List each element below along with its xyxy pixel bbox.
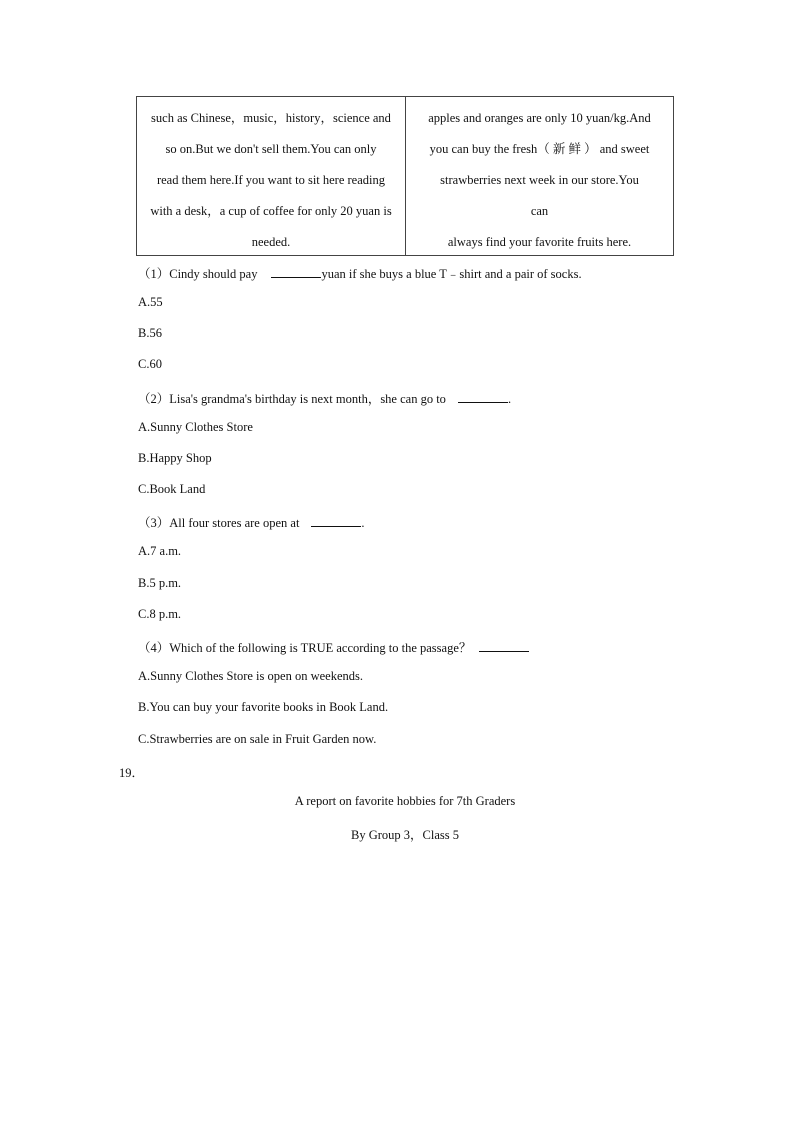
- question-number-19: 19．: [119, 766, 145, 780]
- table-line: needed.: [251, 235, 291, 249]
- option-2a[interactable]: A.Sunny Clothes Store: [138, 420, 253, 434]
- table-line: read them here.If you want to sit here reading: [156, 173, 386, 187]
- option-4c[interactable]: C.Strawberries are on sale in Fruit Garden now.: [138, 732, 377, 746]
- question-stem-after: .: [361, 516, 365, 530]
- table-line: such as Chinese，music，history，science and: [151, 111, 391, 125]
- option-1a[interactable]: A.55: [138, 295, 163, 309]
- question-1: [138, 264, 582, 282]
- table-cell-bookstore: [137, 97, 406, 255]
- store-info-table: [136, 96, 674, 256]
- question-2: [138, 389, 511, 407]
- table-line: you can buy the fresh（ 新 鲜 ） and sweet: [429, 142, 650, 156]
- option-2c[interactable]: C.Book Land: [138, 482, 206, 496]
- answer-blank[interactable]: [311, 516, 361, 527]
- report-title: A report on favorite hobbies for 7th Graders: [294, 794, 516, 808]
- question-stem-after: yuan if she buys a blue T﹣shirt and a pair of socks.: [321, 267, 582, 281]
- answer-blank[interactable]: [479, 641, 529, 652]
- table-line: apples and oranges are only 10 yuan/kg.And: [428, 111, 651, 125]
- question-stem-after: .: [507, 392, 512, 406]
- table-line: with a desk，a cup of coffee for only 20 yuan is: [150, 204, 392, 218]
- question-3: [138, 513, 365, 531]
- question-stem: （4）Which of the following is TRUE according to the passage？: [138, 641, 472, 655]
- table-line: so on.But we don't sell them.You can only: [165, 142, 377, 156]
- question-stem: （2）Lisa's grandma's birthday is next month，she can go to: [138, 392, 446, 406]
- option-3a[interactable]: A.7 a.m.: [138, 544, 182, 558]
- option-1c[interactable]: C.60: [138, 357, 162, 371]
- question-stem: （3）All four stores are open at: [138, 516, 300, 530]
- question-stem: （1）Cindy should pay: [138, 267, 258, 281]
- option-4b[interactable]: B.You can buy your favorite books in Book Land.: [138, 700, 389, 714]
- option-2b[interactable]: B.Happy Shop: [138, 451, 212, 465]
- option-3b[interactable]: B.5 p.m.: [138, 576, 182, 590]
- table-line: strawberries next week in our store.You: [440, 173, 639, 187]
- question-4: [138, 638, 529, 656]
- table-cell-fruit-store: [406, 97, 673, 255]
- option-1b[interactable]: B.56: [138, 326, 162, 340]
- report-byline: By Group 3，Class 5: [351, 828, 459, 842]
- table-line: always find your favorite fruits here.: [447, 235, 632, 249]
- answer-blank[interactable]: [271, 267, 321, 278]
- option-4a[interactable]: A.Sunny Clothes Store is open on weekends.: [138, 669, 363, 683]
- table-line: can: [530, 204, 549, 218]
- answer-blank[interactable]: [458, 392, 508, 403]
- option-3c[interactable]: C.8 p.m.: [138, 607, 182, 621]
